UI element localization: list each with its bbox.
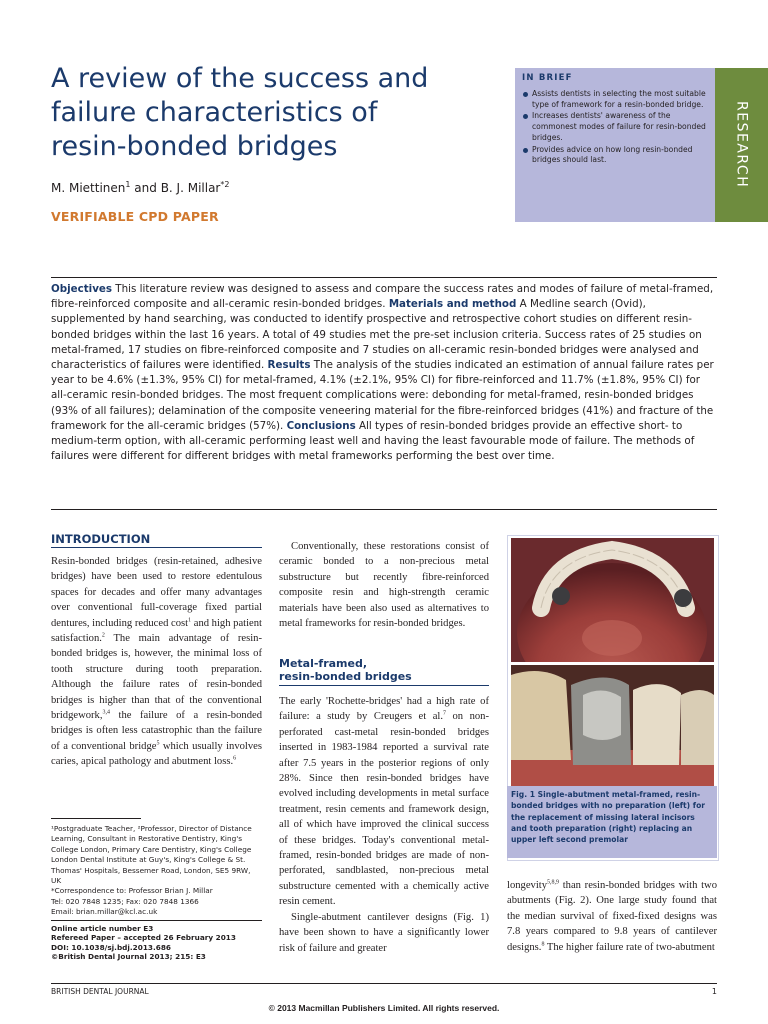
publication-info-rule [51,920,262,921]
heading-line: resin-bonded bridges [279,670,412,683]
column2-paragraph-1: Conventionally, these restorations consist of ceramic bonded to a non-precious metal substructure but recently fibre-reinforced composite resin and high-strength ceramic materials have been also used as alternatives to metal frameworks for resin-bonded bridges. [279,541,489,630]
figure-photo-premolar [511,665,714,788]
col3-text: than resin-bonded bridges with two abutments (Fig. 2). One large study found that the median survival of fixed-fixed designs was 7.8 years compared to 9.8 years of cantilever designs. [507,880,717,953]
in-brief-item: Assists dentists in selecting the most suitable type of framework for a resin-bonded bridge. [522,89,710,110]
citation: 5 [156,740,160,747]
copyright-notice: © 2013 Macmillan Publishers Limited. All rights reserved. [268,1003,500,1013]
introduction-heading: INTRODUCTION [51,532,151,546]
refereed-date: Refereed Paper – accepted 26 February 2013 [51,933,236,943]
intro-text: Resin-bonded bridges (resin-retained, adhesive bridges) have been used to restore edentulous spaces for decades and offer many advantages over conventional full-coverage fixed partial dentures, including reduced cost [51,556,262,629]
heading-line: Metal-framed, [279,657,368,670]
abstract-objectives: This literature review was designed to assess and compare the success rates and modes of failure of metal-framed, fibre-reinforced composite and all-ceramic resin-bonded bridges. [51,283,714,311]
doi: DOI: 10.1038/sj.bdj.2013.686 [51,942,171,952]
abstract-methods: A Medline search (Ovid), supplemented by hand searching, was conducted to identify prospective and retrospective cohort studies on different resin-bonded bridges within the last 16 years. A total of 49 studies met the pre-set inclusion criteria. Success rates of 25 studies on metal-framed, 17 studies on fibre-reinforced composite and 7 studies on all-ceramic resin-bonded bridges were analysed and characteristics of failures were identified. [51,298,702,372]
research-tab-label: RESEARCH [733,101,750,189]
abstract-conclusions: All types of resin-bonded bridges provide an effective short- to medium-term option, with all-ceramic performing least well and having the least favourable mode of failure. The methods of failures were different for different bridges with metal frameworks performing the best over time. [51,419,695,463]
abstract-results: The analysis of the studies indicated an estimation of annual failure rates per year to be 4.6% (±1.3%, 95% CI) for metal-framed, 4.1% (±2.1%, 95% CI) for fibre-reinforced and 11.7% (±1.8%, 95% CI) for all-ceramic resin-bonded bridges. The most frequent complications were: debonding for metal-framed, resin-bonded bridges (93% of all failures); delamination of the composite veneering material for the fibre-reinforced bridges (41%) and fracture of the framework for the all-ceramic bridges (57%). [51,359,714,432]
abstract [51,282,717,464]
intro-text: and high patient satisfaction. [51,617,262,645]
column3-paragraph [507,878,717,955]
author-line [51,180,229,195]
figure-caption: Fig. 1 Single-abutment metal-framed, resin-bonded bridges with no preparation (left) for the replacement of missing lateral incisors and tooth preparation (right) replacing an upper left second premolar [511,790,706,845]
journal-name: BRITISH DENTAL JOURNAL [51,987,149,996]
in-brief-item: Increases dentists' awareness of the commonest modes of failure for resin-bonded bridges. [522,111,710,143]
publication-info [51,924,262,962]
abstract-top-rule [51,277,717,278]
footnote-rule [51,818,141,819]
article-number: Online article number E3 [51,924,154,933]
introduction-paragraph [51,554,262,770]
author-2-affiliation: *2 [220,180,230,189]
cpd-label: VERIFIABLE CPD PAPER [51,209,219,224]
abstract-results-label: Results [267,359,311,372]
citation: 5,8,9 [547,879,560,886]
footer-rule [51,983,717,984]
abstract-bottom-rule [51,509,717,510]
in-brief-heading: IN BRIEF [522,73,573,83]
author-1-affiliation: 1 [125,180,131,189]
citation: 2 [101,632,105,639]
in-brief-list [522,89,710,167]
col2-text: The early 'Rochette-bridges' had a high rate of failure: a study by Creugers et al. [279,696,489,723]
introduction-rule [51,547,262,548]
abstract-methods-label: Materials and method [388,298,517,311]
citation: 3,4 [102,709,110,716]
citation: 1 [188,617,192,624]
citation: 6 [233,755,237,762]
citation: 8 [541,941,545,948]
footnotes [51,824,262,918]
intro-text: the failure of a resin-bonded bridges is often less catastrophic than the failure of a conventional bridge [51,710,262,752]
abstract-conclusions-label: Conclusions [286,419,356,432]
col2-text: Single-abutment cantilever designs (Fig. 1) have been shown to have a significantly lower risk of failure and greater [279,911,489,954]
article-title: A review of the success and failure characteristics of resin-bonded bridges [51,63,429,162]
journal-citation: ©British Dental Journal 2013; 215: E3 [51,952,206,962]
in-brief-item: Provides advice on how long resin-bonded bridges should last. [522,145,710,166]
intro-text: which usually involves caries, apical pathology and abutment loss. [51,740,262,768]
author-1: M. Miettinen [51,181,126,195]
col3-text: The higher failure rate of two-abutment [544,941,715,953]
abstract-objectives-label: Objectives [51,283,113,295]
affiliations: ¹Postgraduate Teacher, ²Professor, Director of Distance Learning, Consultant in Restorative Dentistry, King's College London, Primary Care Dentistry, King's College London Dental Institute at Guy's, King's College & St. Thomas' Hospitals, Bessemer Road, London, SE5 9RW, UK [51,824,252,886]
column2-paragraph-2 [279,694,489,956]
citation: 7 [443,710,446,717]
correspondence: *Correspondence to: Professor Brian J. Millar Tel: 020 7848 1235; Fax: 020 7848 1366 Email: brian.millar@kcl.ac.uk [51,886,213,917]
col3-text: longevity [507,880,548,891]
col2-text: on non-perforated cast-metal resin-bonded bridges inserted in 1983-1984 reported a survival rate after 7.5 years in the posterior regions of only 28%. Since then resin-bonded bridges have evolved including developments in metal surface treatment, resin cements and framework design, all of which have improved the clinical success of these bridges. Today's conventional metal-framed, resin-bonded bridges are made of non-perforated, sandblasted, non-precious metal substructure cemented with a chemically active resin cement. [279,711,490,908]
figure-photo-upper-arch [511,538,714,662]
page-number: 1 [711,987,717,996]
intro-text: The main advantage of resin-bonded bridges is, however, the minimal loss of tooth structure during tooth preparation. Although the failure rates of resin-bonded bridges is higher than that of the conventional bridgework, [51,633,262,722]
metal-framed-rule [279,685,489,686]
author-2: and B. J. Millar [130,181,221,195]
metal-framed-heading [279,657,412,683]
